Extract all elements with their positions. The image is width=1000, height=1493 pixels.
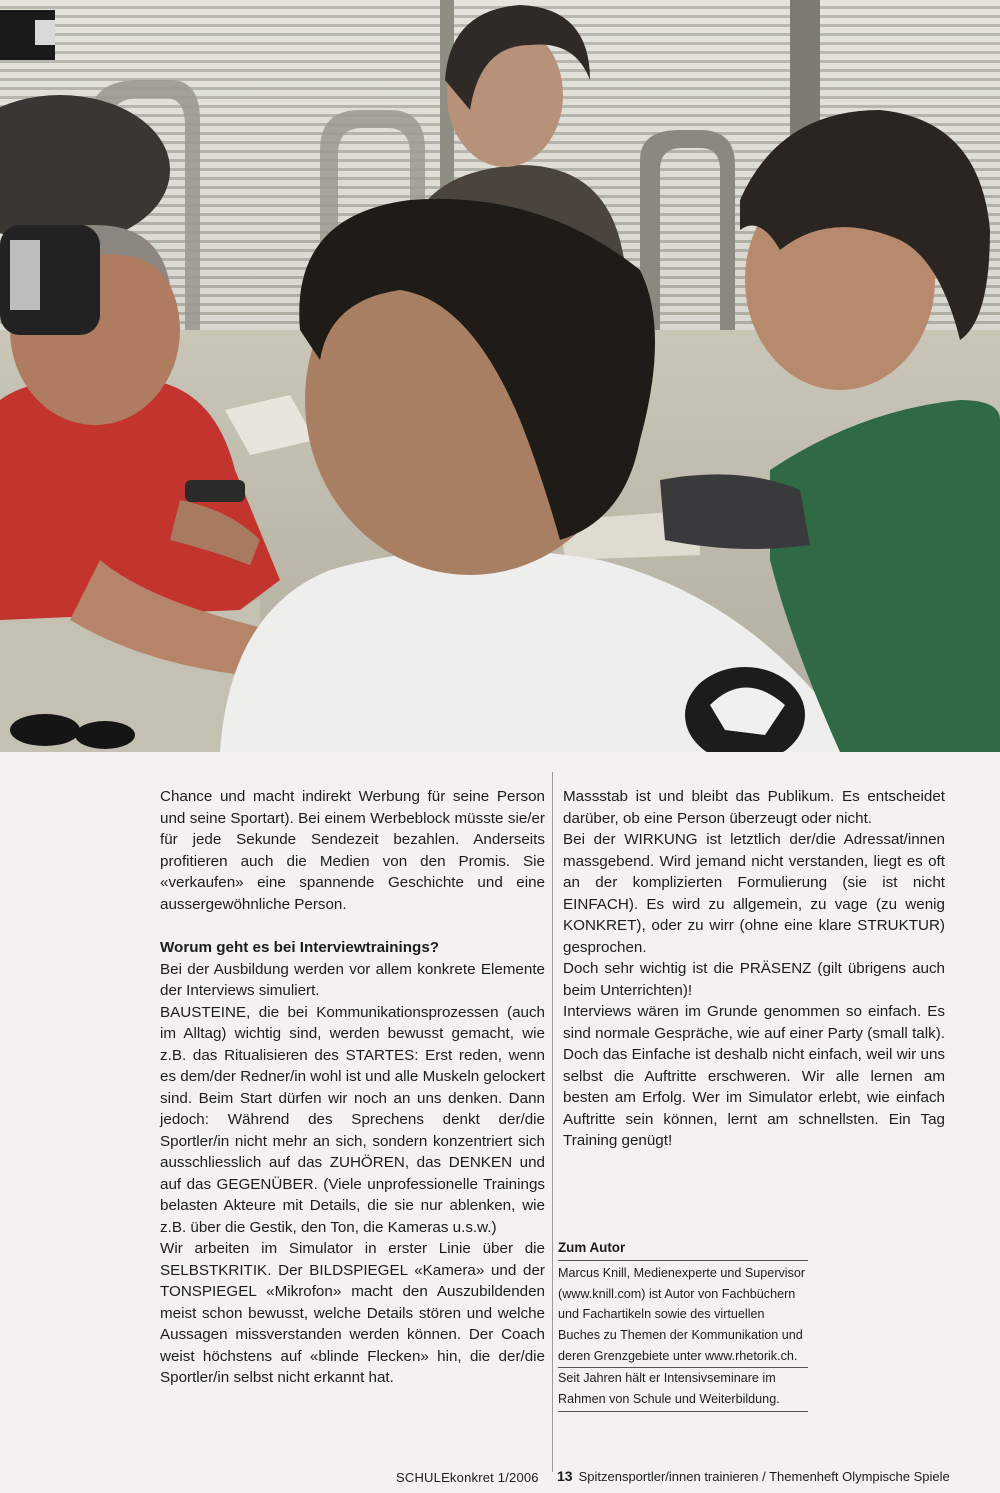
section-heading: Worum geht es bei Interviewtrainings? xyxy=(160,939,440,956)
left-column xyxy=(160,786,545,1389)
author-bio: Marcus Knill, Medienexperte und Supervisor (www.knill.com) ist Autor von Fachbüchern und Fachartikeln sowie des virtuellen Buches zu Themen der Kommunikation und deren Grenzgebiete unter www.rhetorik.ch. xyxy=(558,1265,806,1363)
paragraph: Interviews wären im Grunde genommen so einfach. Es sind normale Gespräche, wie auf einer Party (small talk). Doch das Einfache ist deshalb nicht einfach, weil wir uns selbst die Auftritte erschweren. Wir alle lernen am besten am Erfolg. Wer im Simulator erlebt, wie einfach Auftritte sein können, lernt am schnellsten. Ein Tag Training genügt! xyxy=(563,1003,945,1149)
footer-magazine: SCHULEkonkret 1/2006 xyxy=(396,1470,539,1485)
paragraph: Massstab ist und bleibt das Publikum. Es entscheidet darüber, ob eine Person überzeugt oder nicht. xyxy=(563,788,945,827)
author-title: Zum Autor xyxy=(558,1238,808,1261)
footer-section xyxy=(557,1468,950,1484)
paragraph: Wir arbeiten im Simulator in erster Linie über die SELBSTKRITIK. Der BILDSPIEGEL «Kamera» und der TONSPIEGEL «Mikrofon» macht den Auszubildenden meist schon bewusst, welche Details stören und welche Aussagen missverstanden werden können. Der Coach weist höchstens auf «blinde Flecken» hin, die der/die Sportler/in selbst nicht erkannt hat. xyxy=(160,1240,545,1386)
right-column xyxy=(563,786,945,1152)
author-extra: Seit Jahren hält er Intensivseminare im Rahmen von Schule und Weiterbildung. xyxy=(558,1367,808,1413)
page-number: 13 xyxy=(557,1468,573,1484)
footer-section-title: Spitzensportler/innen trainieren / Themenheft Olympische Spiele xyxy=(578,1469,950,1484)
column-divider xyxy=(552,772,553,1472)
author-box xyxy=(558,1238,808,1412)
paragraph: Bei der Ausbildung werden vor allem konkrete Elemente der Interviews simuliert. xyxy=(160,960,545,999)
paragraph: Doch sehr wichtig ist die PRÄSENZ (gilt übrigens auch beim Unterrichten)! xyxy=(563,960,945,999)
paragraph: BAUSTEINE, die bei Kommunikationsprozessen (auch im Alltag) wichtig sind, werden bewusst gemacht, wie z.B. das Ritualisieren des STARTES: Erst reden, wenn es dem/der Redner/in wohl ist und alle Muskeln gelockert sind. Beim Start dürfen wir noch an uns denken. Dann jedoch: Während des Sprechens denkt der/die Sportler/in nicht mehr an sich, sondern konzentriert sich ausschliesslich auf das ZUHÖREN, das DENKEN und auf das GEGENÜBER. (Viele unprofessionelle Trainings belasten Akteure mit Details, die sie nur ablenken, wie z.B. über die Gestik, den Ton, die Kameras u.s.w.) xyxy=(160,1003,545,1236)
paragraph: Chance und macht indirekt Werbung für seine Person und seine Sportart). Bei einem Werbeblock müsste sie/er für jede Sekunde Sendezeit bezahlen. Anderseits profitieren auch die Medien von den Promis. Sie «verkaufen» eine spannende Geschichte und eine aussergewöhnliche Person. xyxy=(160,788,545,913)
paragraph: Bei der WIRKUNG ist letztlich der/die Adressat/innen massgebend. Wird jemand nicht verstanden, liegt es oft an der komplizierten Formulierung (sie ist nicht EINFACH). Es wird zu allgemein, zu vage (zu wenig KONKRET), oder zu wirr (ohne eine klare STRUKTUR) gesprochen. xyxy=(563,831,945,956)
